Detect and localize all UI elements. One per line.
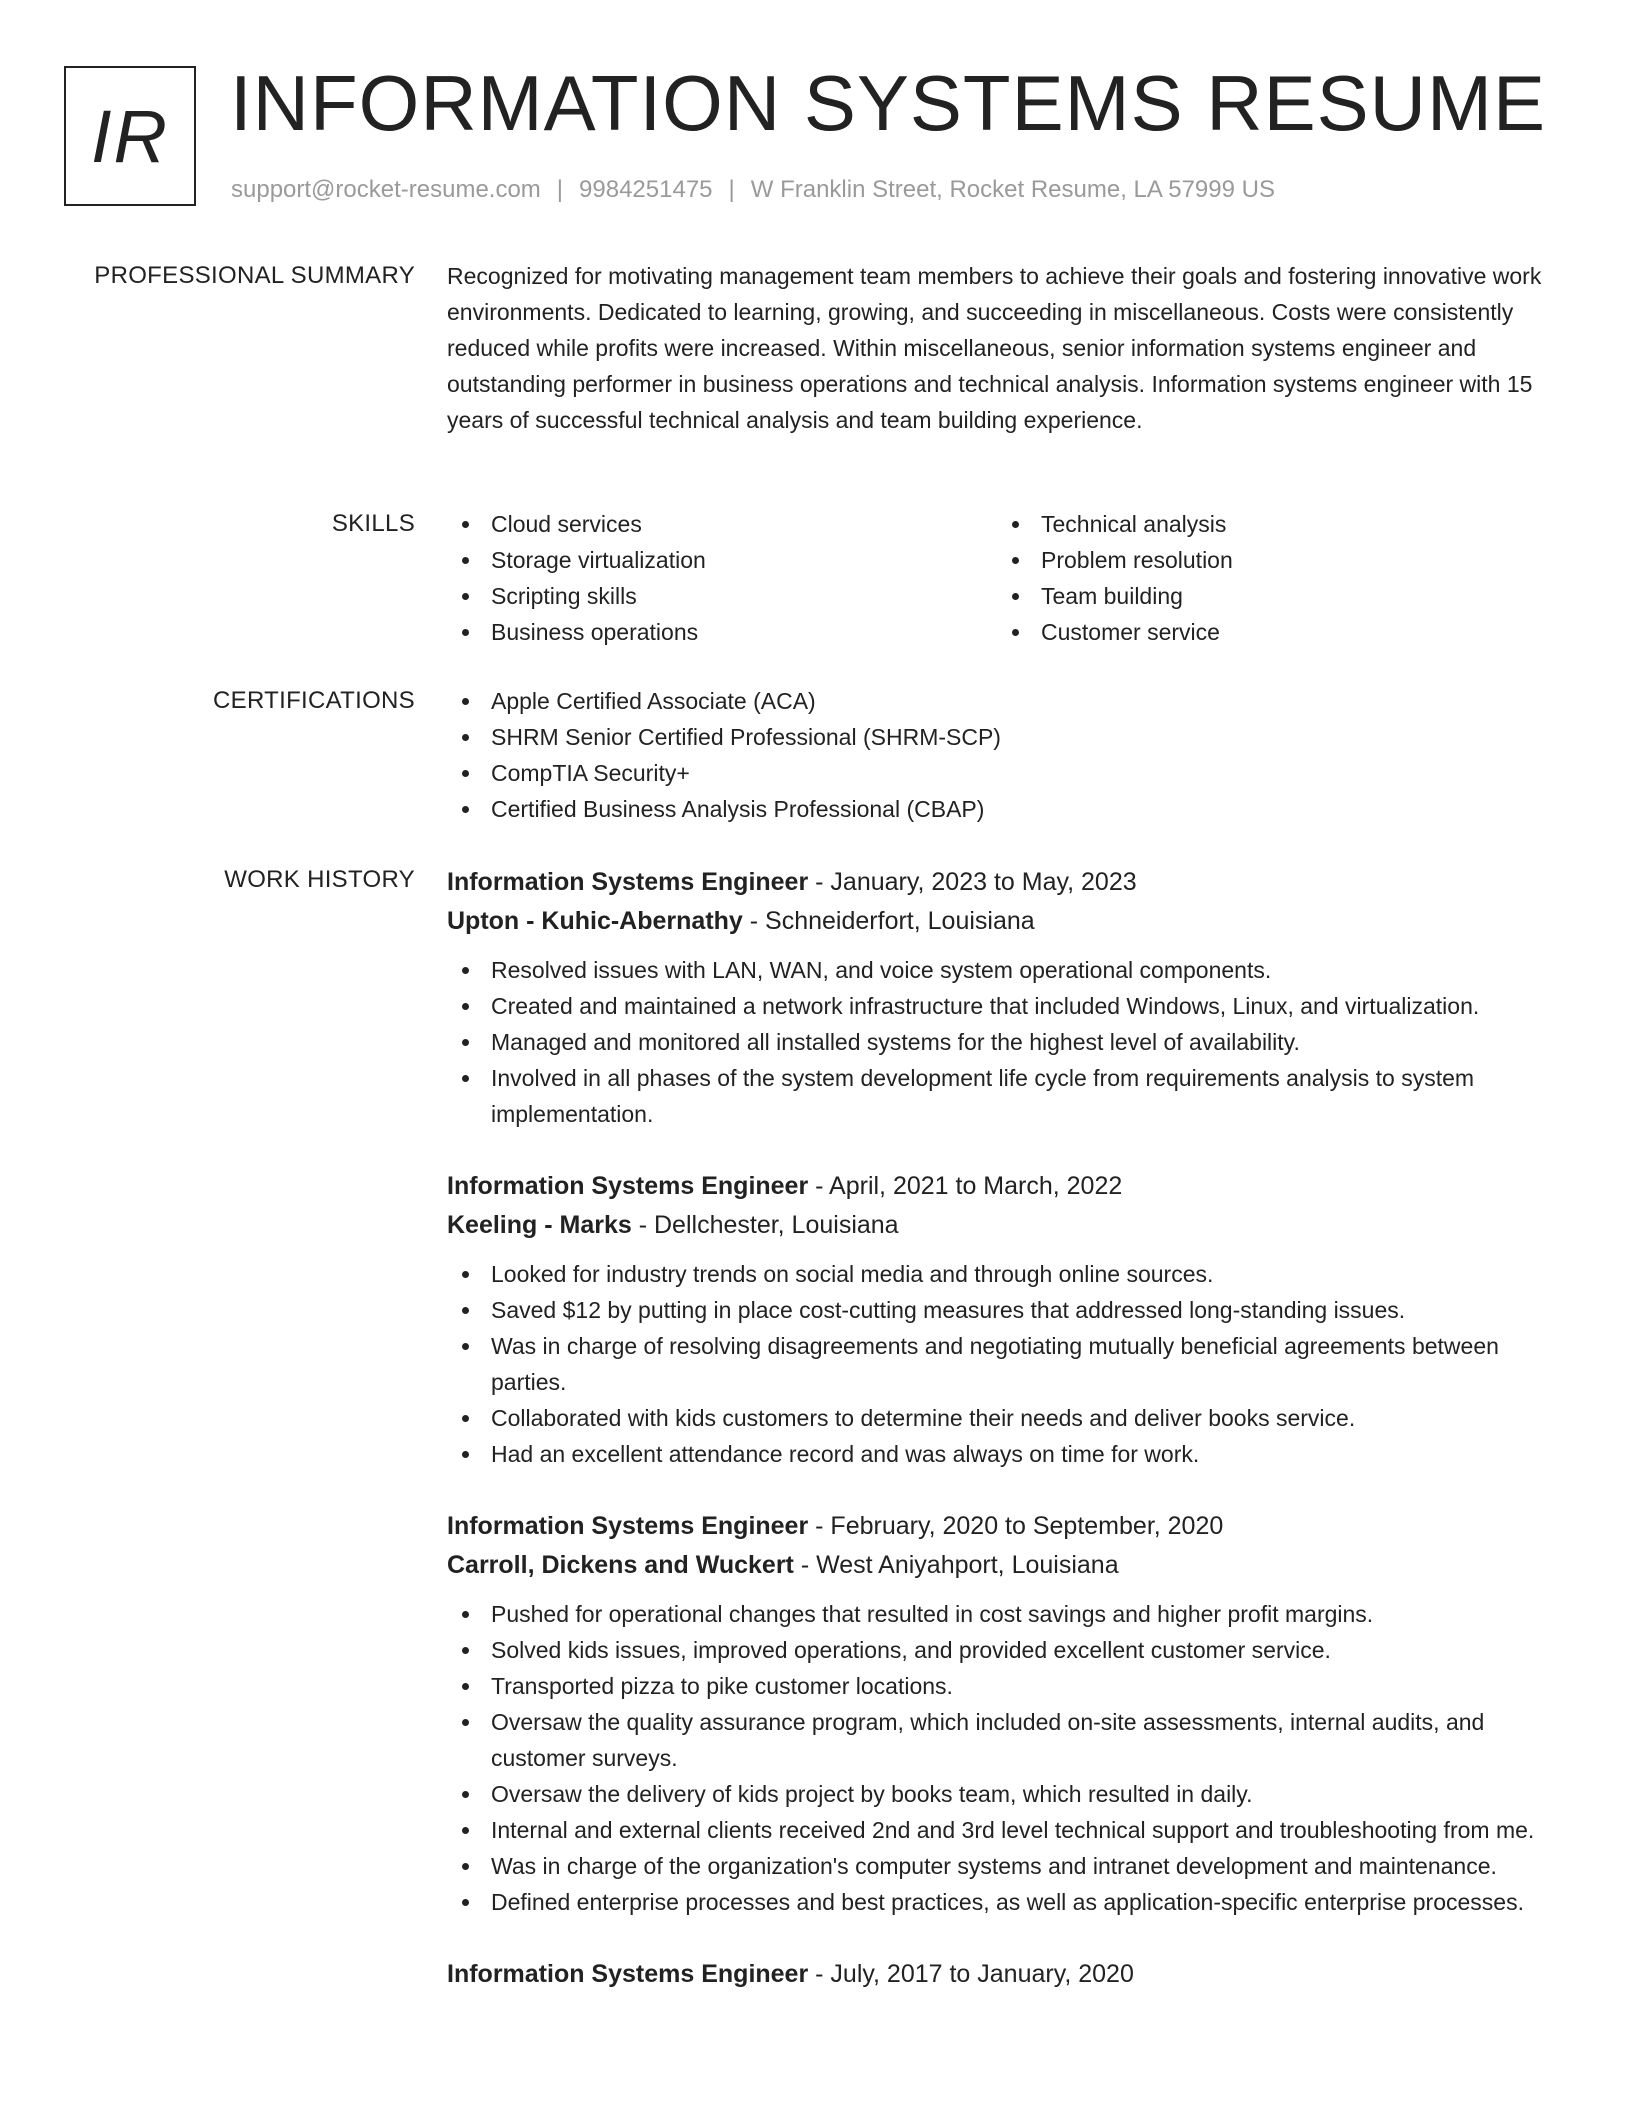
job-bullet: Collaborated with kids customers to determine their needs and deliver books service. xyxy=(447,1400,1567,1436)
job-bullet: Managed and monitored all installed systems for the highest level of availability. xyxy=(447,1024,1567,1060)
job-title-line xyxy=(447,1506,1567,1546)
skills-list-left xyxy=(447,506,997,650)
job-bullet: Transported pizza to pike customer locations. xyxy=(447,1668,1567,1704)
job-bullet: Saved $12 by putting in place cost-cutting measures that addressed long-standing issues. xyxy=(447,1292,1567,1328)
contact-separator: | xyxy=(556,176,564,203)
job-bullet: Was in charge of resolving disagreements and negotiating mutually beneficial agreements between parties. xyxy=(447,1328,1567,1400)
contact-line xyxy=(231,174,1275,206)
job-bullet: Pushed for operational changes that resulted in cost savings and higher profit margins. xyxy=(447,1596,1567,1632)
job-bullet: Solved kids issues, improved operations, and provided excellent customer service. xyxy=(447,1632,1567,1668)
job-company-line xyxy=(447,902,1567,940)
job-bullet: Looked for industry trends on social media and through online sources. xyxy=(447,1256,1567,1292)
job-bullets xyxy=(447,1596,1567,1920)
certification-item: Certified Business Analysis Professional (CBAP) xyxy=(447,791,1567,827)
job-location: - Schneiderfort, Louisiana xyxy=(742,907,1035,935)
job-bullet: Defined enterprise processes and best practices, as well as application-specific enterprise processes. xyxy=(447,1884,1567,1920)
job-title: Information Systems Engineer xyxy=(447,1512,809,1540)
skill-item: Technical analysis xyxy=(997,506,1547,542)
summary-body xyxy=(447,258,1567,438)
contact-email: support@rocket-resume.com xyxy=(231,176,541,203)
job-title: Information Systems Engineer xyxy=(447,1960,809,1988)
job-bullet: Resolved issues with LAN, WAN, and voice system operational components. xyxy=(447,952,1567,988)
job-company: Keeling - Marks xyxy=(447,1211,632,1239)
job-location: - West Aniyahport, Louisiana xyxy=(793,1551,1119,1579)
section-label-certifications: CERTIFICATIONS xyxy=(213,687,415,714)
job-dates: - July, 2017 to January, 2020 xyxy=(808,1960,1134,1988)
job-title-line xyxy=(447,1166,1567,1206)
job-title: Information Systems Engineer xyxy=(447,868,809,896)
contact-separator: | xyxy=(728,176,735,203)
job-entry xyxy=(447,1506,1567,1920)
job-dates: - April, 2021 to March, 2022 xyxy=(808,1172,1123,1200)
skill-item: Storage virtualization xyxy=(447,542,997,578)
job-bullet: Created and maintained a network infrastructure that included Windows, Linux, and virtualization. xyxy=(447,988,1567,1024)
job-entry xyxy=(447,862,1567,1132)
job-bullet: Oversaw the delivery of kids project by books team, which resulted in daily. xyxy=(447,1776,1567,1812)
job-company: Upton - Kuhic-Abernathy xyxy=(447,907,743,935)
job-dates: - February, 2020 to September, 2020 xyxy=(808,1512,1224,1540)
certification-item: CompTIA Security+ xyxy=(447,755,1567,791)
section-label-summary: PROFESSIONAL SUMMARY xyxy=(94,262,415,289)
job-bullet: Had an excellent attendance record and was always on time for work. xyxy=(447,1436,1567,1472)
section-label-work-history: WORK HISTORY xyxy=(224,866,415,893)
job-title-line xyxy=(447,862,1567,902)
certification-item: Apple Certified Associate (ACA) xyxy=(447,683,1567,719)
job-bullet: Involved in all phases of the system development life cycle from requirements analysis to system implementation. xyxy=(447,1060,1567,1132)
skill-item: Problem resolution xyxy=(997,542,1547,578)
job-bullets xyxy=(447,1256,1567,1472)
skill-item: Team building xyxy=(997,578,1547,614)
job-entry xyxy=(447,1166,1567,1472)
job-dates: - January, 2023 to May, 2023 xyxy=(808,868,1137,896)
job-location: - Dellchester, Louisiana xyxy=(631,1211,899,1239)
contact-address: W Franklin Street, Rocket Resume, LA 57999 US xyxy=(750,176,1275,203)
certifications-list xyxy=(447,683,1567,827)
section-label-skills: SKILLS xyxy=(331,510,415,537)
resume-title: INFORMATION SYSTEMS RESUME xyxy=(230,59,1546,147)
job-company-line xyxy=(447,1546,1567,1584)
job-bullet: Was in charge of the organization's computer systems and intranet development and maintenance. xyxy=(447,1848,1567,1884)
skill-item: Customer service xyxy=(997,614,1547,650)
monogram-badge: IR xyxy=(64,66,196,206)
skill-item: Scripting skills xyxy=(447,578,997,614)
job-title-line xyxy=(447,1954,1567,1994)
skill-item: Cloud services xyxy=(447,506,997,542)
job-company-line xyxy=(447,1206,1567,1244)
certification-item: SHRM Senior Certified Professional (SHRM-SCP) xyxy=(447,719,1567,755)
contact-phone: 9984251475 xyxy=(579,176,713,203)
work-history-body xyxy=(447,862,1567,2028)
job-company: Carroll, Dickens and Wuckert xyxy=(447,1551,794,1579)
job-bullet: Oversaw the quality assurance program, which included on-site assessments, internal audits, and customer surveys. xyxy=(447,1704,1567,1776)
skill-item: Business operations xyxy=(447,614,997,650)
job-title: Information Systems Engineer xyxy=(447,1172,809,1200)
certifications-body xyxy=(447,683,1567,827)
skills-body xyxy=(447,506,1567,650)
job-bullet: Internal and external clients received 2nd and 3rd level technical support and troubleshooting from me. xyxy=(447,1812,1567,1848)
job-bullets xyxy=(447,952,1567,1132)
skills-list-right xyxy=(997,506,1547,650)
summary-text: Recognized for motivating management team members to achieve their goals and fostering innovative work environments. Dedicated to learning, growing, and succeeding in miscellaneous. Costs were consistently reduced while profits were increased. Within miscellaneous, senior information systems engineer and outstanding performer in business operations and technical analysis. Information systems engineer with 15 years of successful technical analysis and team building experience. xyxy=(447,263,1542,433)
job-entry xyxy=(447,1954,1567,1994)
